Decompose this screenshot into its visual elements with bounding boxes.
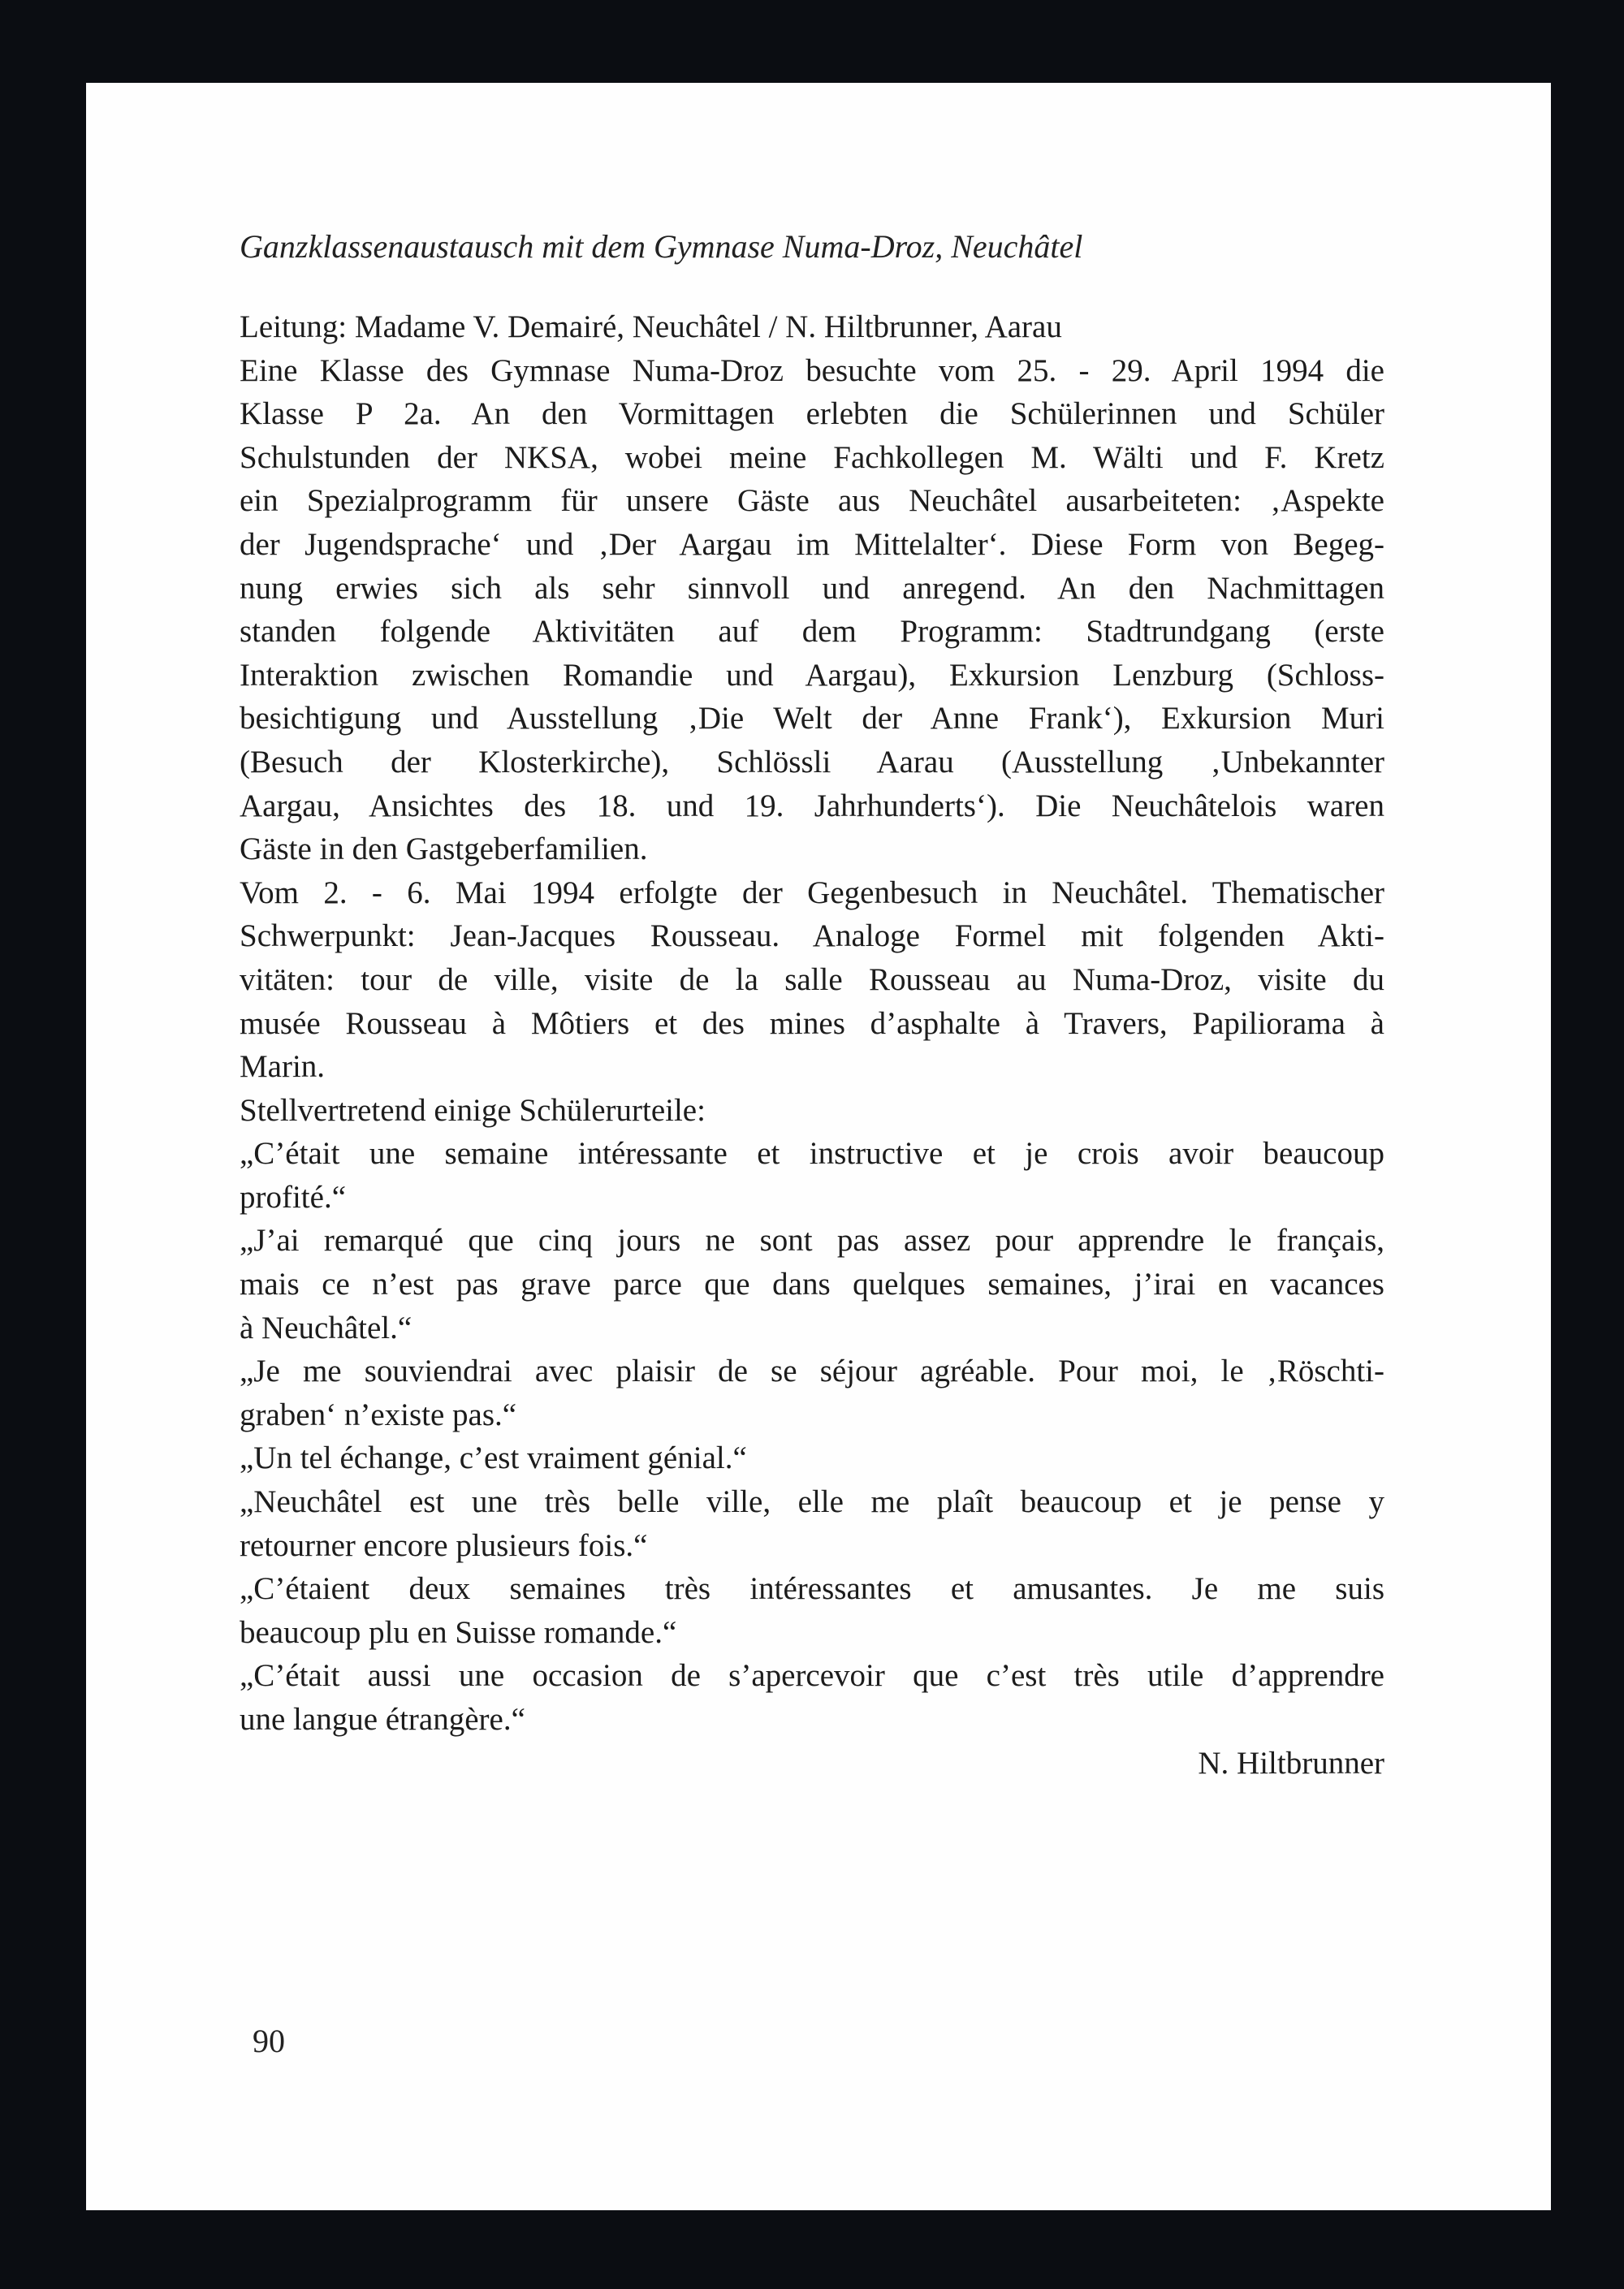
text-line: Leitung: Madame V. Demairé, Neuchâtel / N. Hiltbrunner, Aarau — [240, 309, 1062, 344]
text-line: profité.“ — [240, 1179, 347, 1215]
text-line: vitäten: tour de ville, visite de la salle Rousseau au Numa-Droz, visite du — [240, 961, 1384, 997]
text-line: Schulstunden der NKSA, wobei meine Fachkollegen M. Wälti und F. Kretz — [240, 439, 1384, 475]
text-line: „J’ai remarqué que cinq jours ne sont pas assez pour apprendre le français, — [240, 1223, 1384, 1259]
document-page — [86, 83, 1551, 2210]
text-line: une langue étrangère.“ — [240, 1702, 525, 1737]
article-title: Ganzklassenaustausch mit dem Gymnase Numa-Droz, Neuchâtel — [240, 228, 1083, 265]
text-line: à Neuchâtel.“ — [240, 1310, 412, 1345]
text-line: Schwerpunkt: Jean-Jacques Rousseau. Analoge Formel mit folgenden Akti- — [240, 918, 1384, 954]
text-line: standen folgende Aktivitäten auf dem Programm: Stadtrundgang (erste — [240, 614, 1384, 650]
text-line: nung erwies sich als sehr sinnvoll und anregend. An den Nachmittagen — [240, 570, 1384, 606]
text-line: Eine Klasse des Gymnase Numa-Droz besuchte vom 25. - 29. April 1994 die — [240, 352, 1384, 388]
text-line: Aargau, Ansichtes des 18. und 19. Jahrhunderts‘). Die Neuchâtelois waren — [240, 788, 1384, 823]
text-line: „C’était une semaine intéressante et instructive et je crois avoir beaucoup — [240, 1136, 1384, 1172]
text-line: Gäste in den Gastgeberfamilien. — [240, 831, 648, 867]
text-line: retourner encore plusieurs fois.“ — [240, 1527, 648, 1563]
text-line: Vom 2. - 6. Mai 1994 erfolgte der Gegenbesuch in Neuchâtel. Thematischer — [240, 875, 1384, 910]
text-line: beaucoup plu en Suisse romande.“ — [240, 1614, 677, 1650]
page-number: 90 — [253, 2023, 285, 2059]
text-line: „Je me souviendrai avec plaisir de se séjour agréable. Pour moi, le ‚Röschti- — [240, 1354, 1384, 1389]
text-line: Interaktion zwischen Romandie und Aargau), Exkursion Lenzburg (Schloss- — [240, 657, 1384, 693]
text-line: musée Rousseau à Môtiers et des mines d’asphalte à Travers, Papiliorama à — [240, 1005, 1384, 1041]
text-line: „Un tel échange, c’est vraiment génial.“ — [240, 1440, 747, 1476]
text-line: mais ce n’est pas grave parce que dans quelques semaines, j’irai en vacances — [240, 1267, 1384, 1302]
text-line: Stellvertretend einige Schülerurteile: — [240, 1092, 706, 1128]
text-line: der Jugendsprache‘ und ‚Der Aargau im Mittelalter‘. Diese Form von Begeg- — [240, 526, 1384, 562]
text-line: Klasse P 2a. An den Vormittagen erlebten die Schülerinnen und Schüler — [240, 396, 1384, 432]
text-line: „C’était aussi une occasion de s’apercevoir que c’est très utile d’apprendre — [240, 1658, 1384, 1694]
text-line: „Neuchâtel est une très belle ville, elle me plaît beaucoup et je pense y — [240, 1484, 1384, 1520]
text-line: besichtigung und Ausstellung ‚Die Welt der Anne Frank‘), Exkursion Muri — [240, 701, 1384, 736]
text-line: ein Spezialprogramm für unsere Gäste aus Neuchâtel ausarbeiteten: ‚Aspekte — [240, 483, 1384, 519]
text-line: graben‘ n’existe pas.“ — [240, 1397, 517, 1432]
article-body — [240, 305, 1384, 1785]
text-line: „C’étaient deux semaines très intéressantes et amusantes. Je me suis — [240, 1571, 1384, 1607]
text-line: (Besuch der Klosterkirche), Schlössli Aarau (Ausstellung ‚Unbekannter — [240, 744, 1384, 780]
text-line: Marin. — [240, 1049, 326, 1085]
author-signature: N. Hiltbrunner — [1198, 1745, 1384, 1781]
